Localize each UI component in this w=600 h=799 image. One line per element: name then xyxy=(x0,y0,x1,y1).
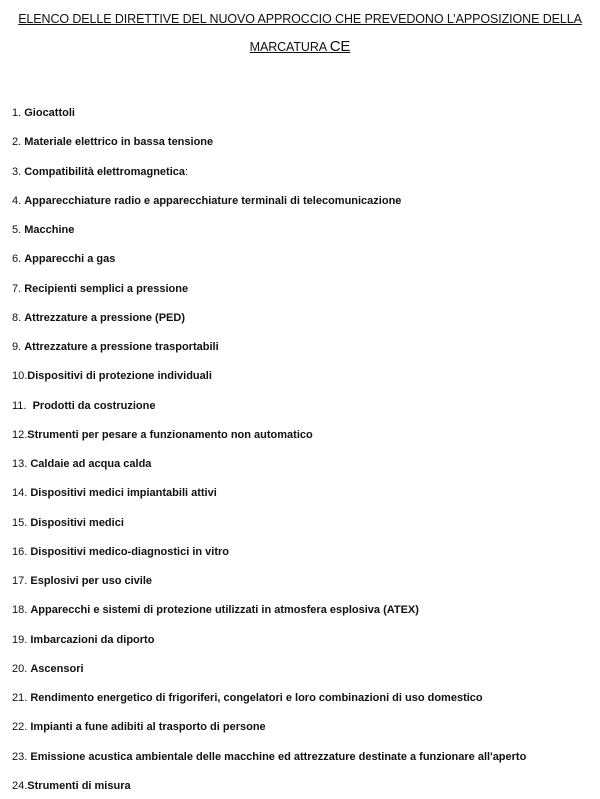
item-label: Caldaie ad acqua calda xyxy=(30,458,152,471)
item-label: Attrezzature a pressione trasportabili xyxy=(24,341,219,354)
item-suffix: : xyxy=(185,165,189,178)
list-item xyxy=(12,574,152,588)
item-number: 3. xyxy=(12,165,25,178)
item-number: 5. xyxy=(12,224,25,237)
title-ce: CE xyxy=(329,38,351,55)
list-item xyxy=(12,165,188,179)
item-label: Rendimento energetico di frigoriferi, congelatori e loro combinazioni di uso domestico xyxy=(30,692,483,705)
item-number: 8. xyxy=(12,311,25,324)
list-item xyxy=(12,545,229,559)
item-number: 7. xyxy=(12,282,25,295)
list-item xyxy=(12,399,155,413)
item-label: Apparecchi e sistemi di protezione utilizzati in atmosfera esplosiva (ATEX) xyxy=(30,604,419,617)
list-item xyxy=(12,311,185,325)
item-label: Apparecchi a gas xyxy=(24,253,116,266)
item-number: 10. xyxy=(12,370,28,383)
item-label: Ascensori xyxy=(30,662,84,675)
list-item xyxy=(12,633,154,647)
item-number: 2. xyxy=(12,136,25,149)
item-label: Dispositivi di protezione individuali xyxy=(27,370,212,383)
list-item xyxy=(12,194,401,208)
item-number: 6. xyxy=(12,253,25,266)
document-title-line2 xyxy=(0,38,600,55)
item-number: 12. xyxy=(12,428,28,441)
item-label: Materiale elettrico in bassa tensione xyxy=(24,136,214,149)
list-item xyxy=(12,750,526,764)
list-item xyxy=(12,457,151,471)
item-label: Dispositivi medico-diagnostici in vitro xyxy=(30,545,229,558)
item-number: 23. xyxy=(12,750,31,763)
list-item xyxy=(12,135,213,149)
item-label: Compatibilità elettromagnetica xyxy=(24,165,185,178)
item-number: 4. xyxy=(12,194,25,207)
item-number: 22. xyxy=(12,721,31,734)
list-item xyxy=(12,720,266,734)
item-number: 15. xyxy=(12,516,31,529)
item-label: Strumenti di misura xyxy=(27,779,131,792)
item-number: 17. xyxy=(12,575,31,588)
item-label: Imbarcazioni da diporto xyxy=(30,633,155,646)
item-label: Esplosivi per uso civile xyxy=(30,575,153,588)
item-label: Recipienti semplici a pressione xyxy=(24,282,189,295)
list-item xyxy=(12,516,124,530)
item-number: 14. xyxy=(12,487,31,500)
item-label: Attrezzature a pressione (PED) xyxy=(24,311,185,324)
item-number: 16. xyxy=(12,545,31,558)
item-number: 9. xyxy=(12,341,25,354)
document-title-line1: ELENCO DELLE DIRETTIVE DEL NUOVO APPROCCIO CHE PREVEDONO L’APPOSIZIONE DELLA xyxy=(18,12,582,26)
item-label: Dispositivi medici impiantabili attivi xyxy=(30,487,217,500)
list-item xyxy=(12,369,212,383)
item-number: 20. xyxy=(12,662,31,675)
list-item xyxy=(12,691,483,705)
item-number: 13. xyxy=(12,458,31,471)
list-item xyxy=(12,340,219,354)
item-number: 19. xyxy=(12,633,31,646)
title-marcatura: MARCATURA xyxy=(249,40,330,54)
item-label: Impianti a fune adibiti al trasporto di persone xyxy=(30,721,266,734)
list-item xyxy=(12,779,131,793)
item-label: Strumenti per pesare a funzionamento non automatico xyxy=(27,428,313,441)
list-item xyxy=(12,282,188,296)
item-number: 24. xyxy=(12,779,28,792)
item-number: 18. xyxy=(12,604,31,617)
item-label: Giocattoli xyxy=(24,107,75,119)
item-number: 1. xyxy=(12,107,25,119)
item-label: Prodotti da costruzione xyxy=(32,399,156,412)
list-item xyxy=(12,252,115,266)
item-label: Dispositivi medici xyxy=(30,516,124,529)
item-number: 21. xyxy=(12,692,31,705)
list-item xyxy=(12,428,313,442)
list-item xyxy=(12,486,217,500)
list-item xyxy=(12,662,84,676)
item-label: Apparecchiature radio e apparecchiature terminali di telecomunicazione xyxy=(24,194,402,207)
item-number: 11. xyxy=(12,399,33,412)
item-label: Macchine xyxy=(24,224,75,237)
list-item xyxy=(12,223,74,237)
item-label: Emissione acustica ambientale delle macchine ed attrezzature destinate a funzionare all'aperto xyxy=(30,750,527,763)
list-item xyxy=(12,106,75,120)
list-item xyxy=(12,603,419,617)
